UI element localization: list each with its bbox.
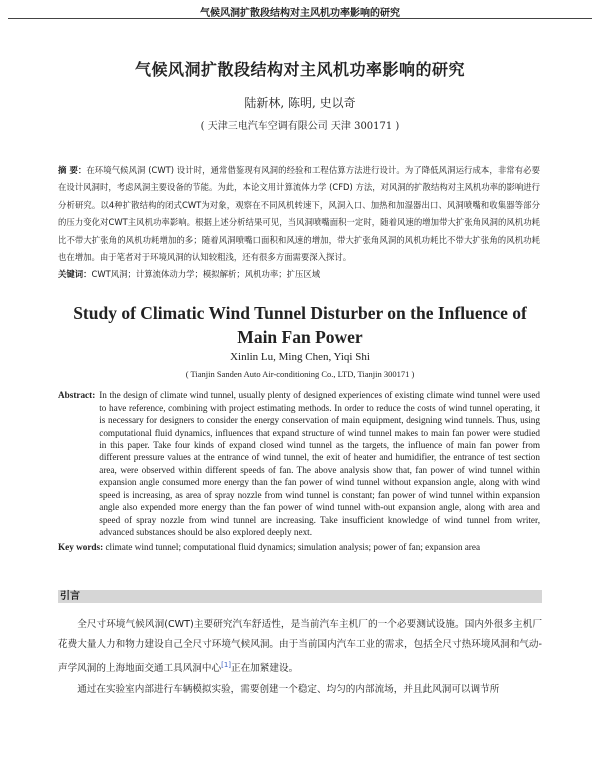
running-header: 气候风洞扩散段结构对主风机功率影响的研究: [8, 0, 592, 19]
chinese-affiliation: ( 天津三电汽车空调有限公司 天津 300171 ): [200, 121, 400, 132]
introduction-body: [0, 615, 600, 699]
english-abstract: [58, 389, 540, 538]
chinese-keywords-body: CWT风洞；计算流体动力学；模拟解析；风机功率；扩压区域: [91, 269, 321, 280]
intro-p1-text: 全尺寸环境气候风洞(CWT)主要研究汽车舒适性，是当前汽车主机厂的一个必要测试设施。国内外很多主机厂花费大量人力和物力建设自己全尺寸环境气候风洞。由于当前国内汽车工业的需求，包括全尺寸热环境风洞和气动-声学风洞的上海地面交通工具风洞中心: [58, 619, 542, 675]
chinese-abstract: [58, 162, 540, 266]
chinese-keywords: [58, 266, 540, 283]
english-abstract-label: Abstract:: [58, 390, 96, 401]
english-keywords: [58, 542, 540, 552]
english-authors: Xinlin Lu, Ming Chen, Yiqi Shi: [230, 351, 370, 364]
english-affiliation: ( Tianjin Sanden Auto Air-conditioning Co., LTD, Tianjin 300171 ): [185, 369, 415, 380]
chinese-title: 气候风洞扩散段结构对主风机功率影响的研究: [134, 60, 465, 79]
section-heading-introduction: 引言: [58, 590, 542, 603]
intro-paragraph-2: 通过在实验室内部进行车辆模拟实验，需要创建一个稳定、均匀的内部流场，并且此风洞可以调节所: [77, 683, 500, 695]
english-keywords-body: climate wind tunnel; computational fluid dynamics; simulation analysis; power of fan; expansion area: [105, 542, 481, 553]
english-abstract-body: In the design of climate wind tunnel, usually plenty of designed experiences of existing climate wind tunnel were used to have reference, combining with project estimating methods. In order to reduce the costs of wind tunnel operating, it is necessary for designers to consider the energy conservation of main equipment, designing wind tunnels. Thus, using computational fluid dynamics, influences that expand structure of wind tunnel makes to main fan power were studied in this paper. Take four kinds of expand closed wind tunnel as the targets, the influence of main fan power from different pressure values at the entrance of wind tunnel, the exit of heater and humidifier, the entrance of test section area, were observed within different speeds of fan. The above analysis show that, fan power of wind tunnel within expansion angle consumed more energy than the fan power of wind tunnel without expansion angle, along with wind speed is increasing, as area of spray nozzle from wind tunnel is constant; fan power of wind tunnel within expansion angle also expended more energy than the fan power of wind tunnel with-out expansion angle, along with area and speed of spray nozzle from wind tunnel are increasing. Take insufficient knowledge of wind tunnel from writer, advanced substances should be also explored deeply next.: [99, 390, 540, 537]
chinese-abstract-label: 摘 要：: [58, 165, 87, 175]
chinese-authors: 陆新林, 陈明, 史以奇: [244, 96, 356, 110]
citation-link[interactable]: [1]: [221, 661, 232, 670]
chinese-keywords-label: 关键词：: [58, 269, 92, 280]
english-title: Study of Climatic Wind Tunnel Disturber on the Influence of Main Fan Power: [73, 303, 527, 348]
chinese-abstract-body: 在环境气候风洞 (CWT) 设计时，通常借鉴现有风洞的经验和工程估算方法进行设计。为了降低风洞运行成本，非常有必要在设计风洞时，考虑风洞主要设备的节能。为此，本论文用计算流体力学 (CFD) 方法，对风洞的扩散结构对主风机功率的影响进行分析研究。以4种扩散结构的闭式CWT为对象，观察在不同风机转速下，风洞入口、加热和加湿器出口、风洞喷嘴和收集器等部分的压力变化对CWT主风机功率影响。根据上述分析结果可见，当风洞喷嘴面积一定时，随着风速的增加带大扩张角风洞的风机功耗比不带大扩张角的风机功耗增加的多；随着风洞喷嘴口面积和风速的增加，带大扩张角风洞的风机功耗比不带大扩张角的风机功耗也在增加。由于笔者对于环境风洞的认知较粗浅，还有很多方面需要深入探讨。: [58, 165, 540, 263]
english-keywords-label: Key words:: [58, 542, 104, 553]
intro-paragraph-1: [58, 615, 542, 679]
intro-p1-text-end: 正在加紧建设。: [231, 663, 299, 675]
